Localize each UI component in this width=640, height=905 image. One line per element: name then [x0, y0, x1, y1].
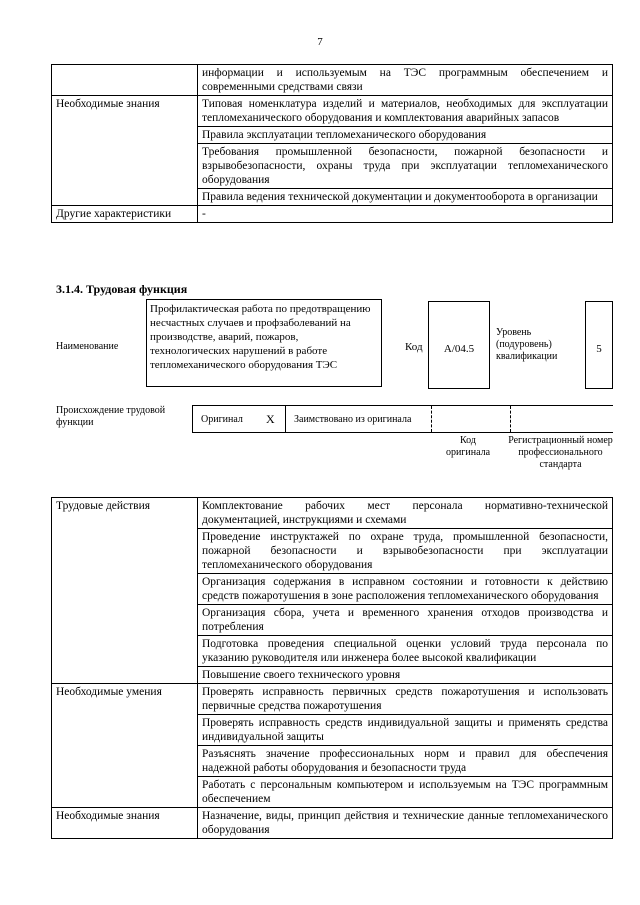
- row-cell: Типовая номенклатура изделий и материалов, необходимых для эксплуатации тепломеханического оборудования и комплектования аварийных запасов: [198, 96, 613, 127]
- original-mark: X: [266, 412, 275, 426]
- table-row: [52, 808, 613, 839]
- row-cell: -: [198, 206, 613, 223]
- table-row: [52, 96, 613, 127]
- divider: [510, 406, 511, 432]
- row-cell: информации и используемым на ТЭС программным обеспечением и современными средствами связи: [198, 65, 613, 96]
- row-label: Необходимые знания: [52, 96, 198, 206]
- original-label: Оригинал: [201, 414, 243, 425]
- row-cell: Проведение инструктажей по охране труда, промышленной безопасности, пожарной безопасности и взрывобезопасности при эксплуатации тепломеханического оборудования: [198, 529, 613, 574]
- row-cell: Подготовка проведения специальной оценки условий труда персонала по указанию руководителя или инженера более высокой квалификации: [198, 636, 613, 667]
- origin-label: Происхождение трудовой функции: [56, 405, 166, 428]
- row-cell: Правила эксплуатации тепломеханического оборудования: [198, 127, 613, 144]
- divider: [431, 406, 432, 432]
- row-cell: Назначение, виды, принцип действия и технические данные тепломеханического оборудования: [198, 808, 613, 839]
- code-box: [428, 301, 490, 389]
- row-label: Необходимые умения: [52, 684, 198, 808]
- row-cell: Работать с персональным компьютером и используемым на ТЭС программным обеспечением: [198, 777, 613, 808]
- table-row: [52, 684, 613, 715]
- origin-row: [192, 405, 613, 433]
- row-cell: Организация сбора, учета и временного хранения отходов производства и потребления: [198, 605, 613, 636]
- row-cell: Организация содержания в исправном состоянии и готовности к действию средств пожаротушения в зоне расположения тепломеханического оборудования: [198, 574, 613, 605]
- row-label: Необходимые знания: [52, 808, 198, 839]
- table-row: [52, 65, 613, 96]
- borrowed-label: Заимствовано из оригинала: [294, 414, 412, 425]
- level-box: [585, 301, 613, 389]
- function-name-value: Профилактическая работа по предотвращению несчастных случаев и профзаболеваний на производстве, аварий, пожаров, технологических нарушений в работе тепломеханического оборудования ТЭС: [150, 303, 371, 371]
- code-value: А/04.5: [443, 343, 475, 355]
- table-row: [52, 206, 613, 223]
- section-heading: 3.1.4. Трудовая функция: [56, 282, 188, 296]
- divider: [285, 406, 286, 432]
- function-name-box: [146, 299, 382, 387]
- row-cell: Проверять исправность средств индивидуальной защиты и применять средства индивидуальной защиты: [198, 715, 613, 746]
- table-row: [52, 498, 613, 529]
- row-cell: Проверять исправность первичных средств пожаротушения и использовать первичные средства пожаротушения: [198, 684, 613, 715]
- row-cell: Повышение своего технического уровня: [198, 667, 613, 684]
- row-cell: Комплектование рабочих мест персонала нормативно-технической документацией, инструкциями и схемами: [198, 498, 613, 529]
- code-original-caption: Код оригинала: [445, 435, 491, 458]
- row-label: Другие характеристики: [52, 206, 198, 223]
- row-label: Трудовые действия: [52, 498, 198, 684]
- row-label: [52, 65, 198, 96]
- competency-table-top: [51, 64, 613, 223]
- code-label: Код: [405, 341, 423, 353]
- level-label: Уровень (подуровень) квалификации: [496, 327, 558, 362]
- level-value: 5: [596, 343, 602, 355]
- row-cell: Разъяснять значение профессиональных норм и правил для обеспечения надежной работы оборудования и безопасности труда: [198, 746, 613, 777]
- reg-number-caption: Регистрационный номер профессионального стандарта: [508, 435, 613, 470]
- competency-table-bottom: [51, 497, 613, 839]
- page-number: 7: [317, 36, 323, 48]
- row-cell: Требования промышленной безопасности, пожарной безопасности и взрывобезопасности, охраны труда при эксплуатации тепломеханического оборудования: [198, 144, 613, 189]
- row-cell: Правила ведения технической документации и документооборота в организации: [198, 189, 613, 206]
- name-label: Наименование: [56, 341, 119, 352]
